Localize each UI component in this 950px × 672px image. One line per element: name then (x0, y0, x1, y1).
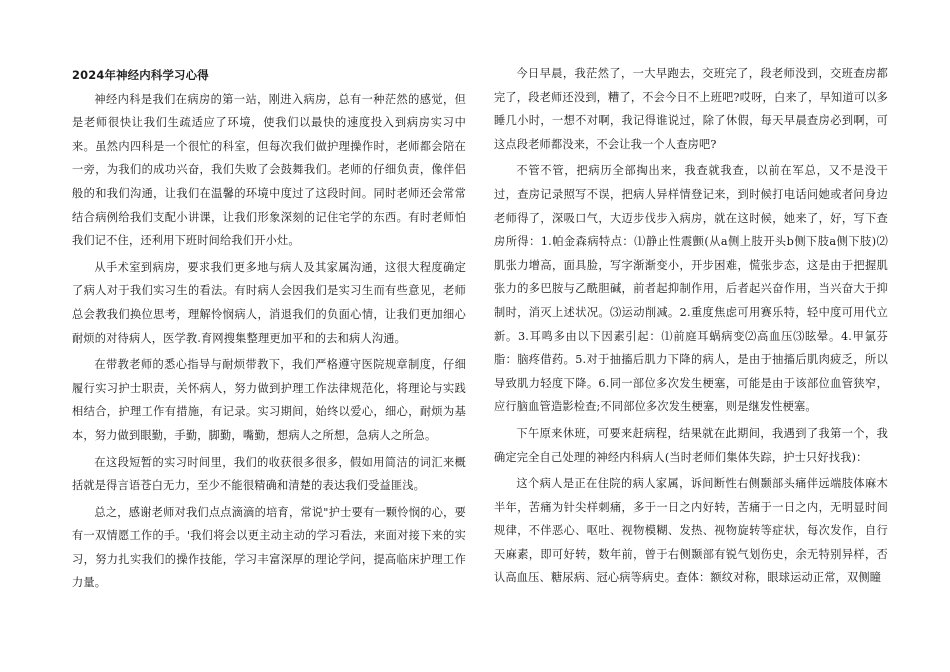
paragraph: 不管不管，把病历全部掏出来，我查就我查，以前在军总，又不是没干过，查房记录照写不误，把病人异样情登记来，到时候打电话问她或者问身边老师得了，深吸口气，大迈步伐步入病房，就在这时候，她来了，好，写下查房所得：1.帕金森病特点：⑴静止性震颤(从a侧上肢开头b侧下肢a侧下肢)⑵肌张力增高，面具脸，写字渐渐变小，开步困难，慌张步态，这是由于把握肌张力的多巴胺与乙酰胆碱，前者起抑制作用，后者起兴奋作用，当兴奋大于抑制时，消灭上述状况。⑶运动削减。2.重度焦虑可用赛乐特，轻中度可用代立新。3.耳鸣多由以下因素引起：⑴前庭耳蜗病变⑵高血压⑶眩晕。4.甲氯芬脂：脑疼借药。5.对于抽搐后肌力下降的病人，是由于抽搐后肌肉疲乏，所以导致肌力轻度下降。6.同一部位多次发生梗塞，可能是由于该部位血管狭窄，应行脑血管造影检查;不同部位多次发生梗塞，则是继发性梗塞。 (494, 164, 888, 414)
paragraph: 总之，感谢老师对我们点点滴滴的培育，常说"护士要有一颗怜悯的心，要有一双情愿工作的手。'我们将会以更主动主动的学习看法，来面对接下来的实习，努力扎实我们的操作技能，学习丰富深厚的理论学问，提高临床护理工作力量。 (72, 505, 466, 590)
paragraph: 在带教老师的悉心指导与耐烦带教下，我们严格遵守医院规章制度，仔细履行实习护士职责，关怀病人，努力做到护理工作法律规范化，将理论与实践相结合，护理工作有措施，有记录。实习期间，始终以爱心，细心，耐烦为基本，努力做到眼勤，手勤，脚勤，嘴勤，想病人之所想，急病人之所急。 (72, 358, 466, 442)
right-column (494, 62, 888, 593)
paragraph: 在这段短暂的实习时间里，我们的收获很多很多，假如用简洁的词汇来概括就是得言语苍白无力，至少不能很精确和清楚的表达我们受益匪浅。 (72, 455, 466, 493)
paragraph: 从手术室到病房，要求我们更多地与病人及其家属沟通，这很大程度确定了病人对于我们实习生的看法。有时病人会因我们是实习生而有些意见，老师总会教我们换位思考，理解怜悯病人，消退我们的负面心情，让我们更加细心耐烦的对待病人，医学教.育网搜集整理更加平和的去和病人沟通。 (72, 260, 466, 345)
left-column (72, 64, 466, 598)
document-title: 2024年神经内科学习心得 (72, 68, 209, 82)
paragraph: 这个病人是正在住院的病人家属，诉间断性右侧颞部头痛伴远端肢体麻木半年，苦痛为针尖样刺痛，多于一日之内好转，苦痛于一日之内，无明显时间规律，不伴恶心、呕吐、视物模糊、发热、视物旋转等症状，每次发作，自行天麻素，即可好转，数年前，曾于右侧颞部有锐气划伤史，余无特别异样，否认高血压、糖尿病、冠心病等病史。查体：额纹对称，眼球运动正常，双侧瞳 (494, 477, 888, 585)
paragraph: 下午原来休班，可要来赶病程，结果就在此期间，我遇到了我第一个，我确定完全自己处理的神经内科病人(当时老师们集体失踪，护士只好找我)： (494, 426, 888, 464)
paragraph: 今日早晨，我茫然了，一大早跑去，交班完了，段老师没到，交班查房都完了，段老师还没到，糟了，不会今日不上班吧?哎呀，白来了，早知道可以多睡几小时，一想不对啊，我记得谁说过，除了休假，每天早晨查房必到啊，可这点段老师都没来，不会让我一个人查房吧? (494, 67, 888, 151)
paragraph: 神经内科是我们在病房的第一站，刚进入病房，总有一种茫然的感觉，但是老师很快让我们生疏适应了环境，使我们以最快的速度投入到病房实习中来。虽然内四科是一个很忙的科室，但每次我们做护理操作时，老师都会陪在一旁，为我们的成功兴奋，我们失败了会鼓舞我们。老师的仔细负责，像伴侣般的和我们沟通，让我们在温馨的环境中度过了这段时间。同时老师还会常常结合病例给我们支配小讲课，让我们形象深刻的记住宅学的东西。有时老师怕我们记不住，还利用下班时间给我们开小灶。 (72, 92, 466, 248)
